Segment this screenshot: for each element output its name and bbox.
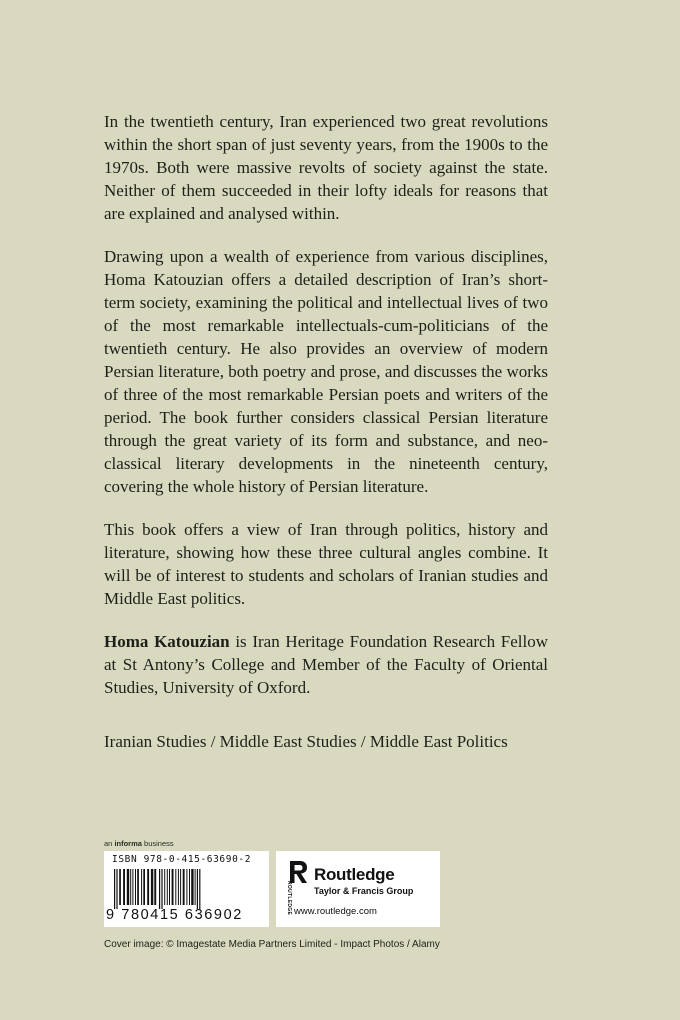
subject-categories: Iranian Studies / Middle East Studies / Middle East Politics [104, 732, 508, 751]
publisher-logo-box [276, 851, 440, 927]
informa-business-tagline [104, 839, 174, 848]
back-cover-blurb [104, 110, 548, 719]
routledge-logo-vertical-text: ROUTLEDGE [286, 881, 292, 916]
informa-brand: informa [114, 839, 142, 848]
cover-image-credit: Cover image: © Imagestate Media Partners Limited - Impact Photos / Alamy [104, 939, 440, 950]
publisher-url: www.routledge.com [294, 906, 377, 917]
publisher-group: Taylor & Francis Group [314, 886, 414, 896]
informa-suffix: business [141, 839, 174, 848]
isbn-label: ISBN 978-0-415-63690-2 [112, 854, 252, 865]
blurb-paragraph-3: This book offers a view of Iran through politics, history and literature, showing how these three cultural angles combine. It will be of interest to students and scholars of Iranian studies and Middle East politics. [104, 520, 548, 608]
isbn-barcode [104, 851, 269, 927]
publisher-name: Routledge [314, 865, 395, 884]
author-bio-text: is Iran Heritage Foundation Research Fellow at St Antony’s College and Member of the Faculty of Oriental Studies, University of Oxford. [104, 632, 548, 697]
informa-prefix: an [104, 839, 115, 848]
blurb-paragraph-2: Drawing upon a wealth of experience from various disciplines, Homa Katouzian offers a detailed description of Iran’s short-term society, examining the political and intellectual lives of two of the most remarkable intellectuals-cum-politicians of the twentieth century. He also provides an overview of modern Persian literature, both poetry and prose, and discusses the works of three of the most remarkable Persian poets and writers of the period. The book further considers classical Persian literature through the great variety of its form and substance, and neo-classical literary developments in the nineteenth century, covering the whole history of Persian literature. [104, 247, 548, 496]
barcode-bars [108, 869, 265, 909]
author-bio [104, 630, 548, 699]
barcode-number: 9 780415 636902 [106, 907, 243, 923]
routledge-logo-icon [288, 861, 308, 883]
author-name: Homa Katouzian [104, 632, 230, 651]
blurb-paragraph-1: In the twentieth century, Iran experienced two great revolutions within the short span of just seventy years, from the 1900s to the 1970s. Both were massive revolts of society against the state. Neither of them succeeded in their lofty ideals for reasons that are explained and analysed within. [104, 112, 548, 223]
